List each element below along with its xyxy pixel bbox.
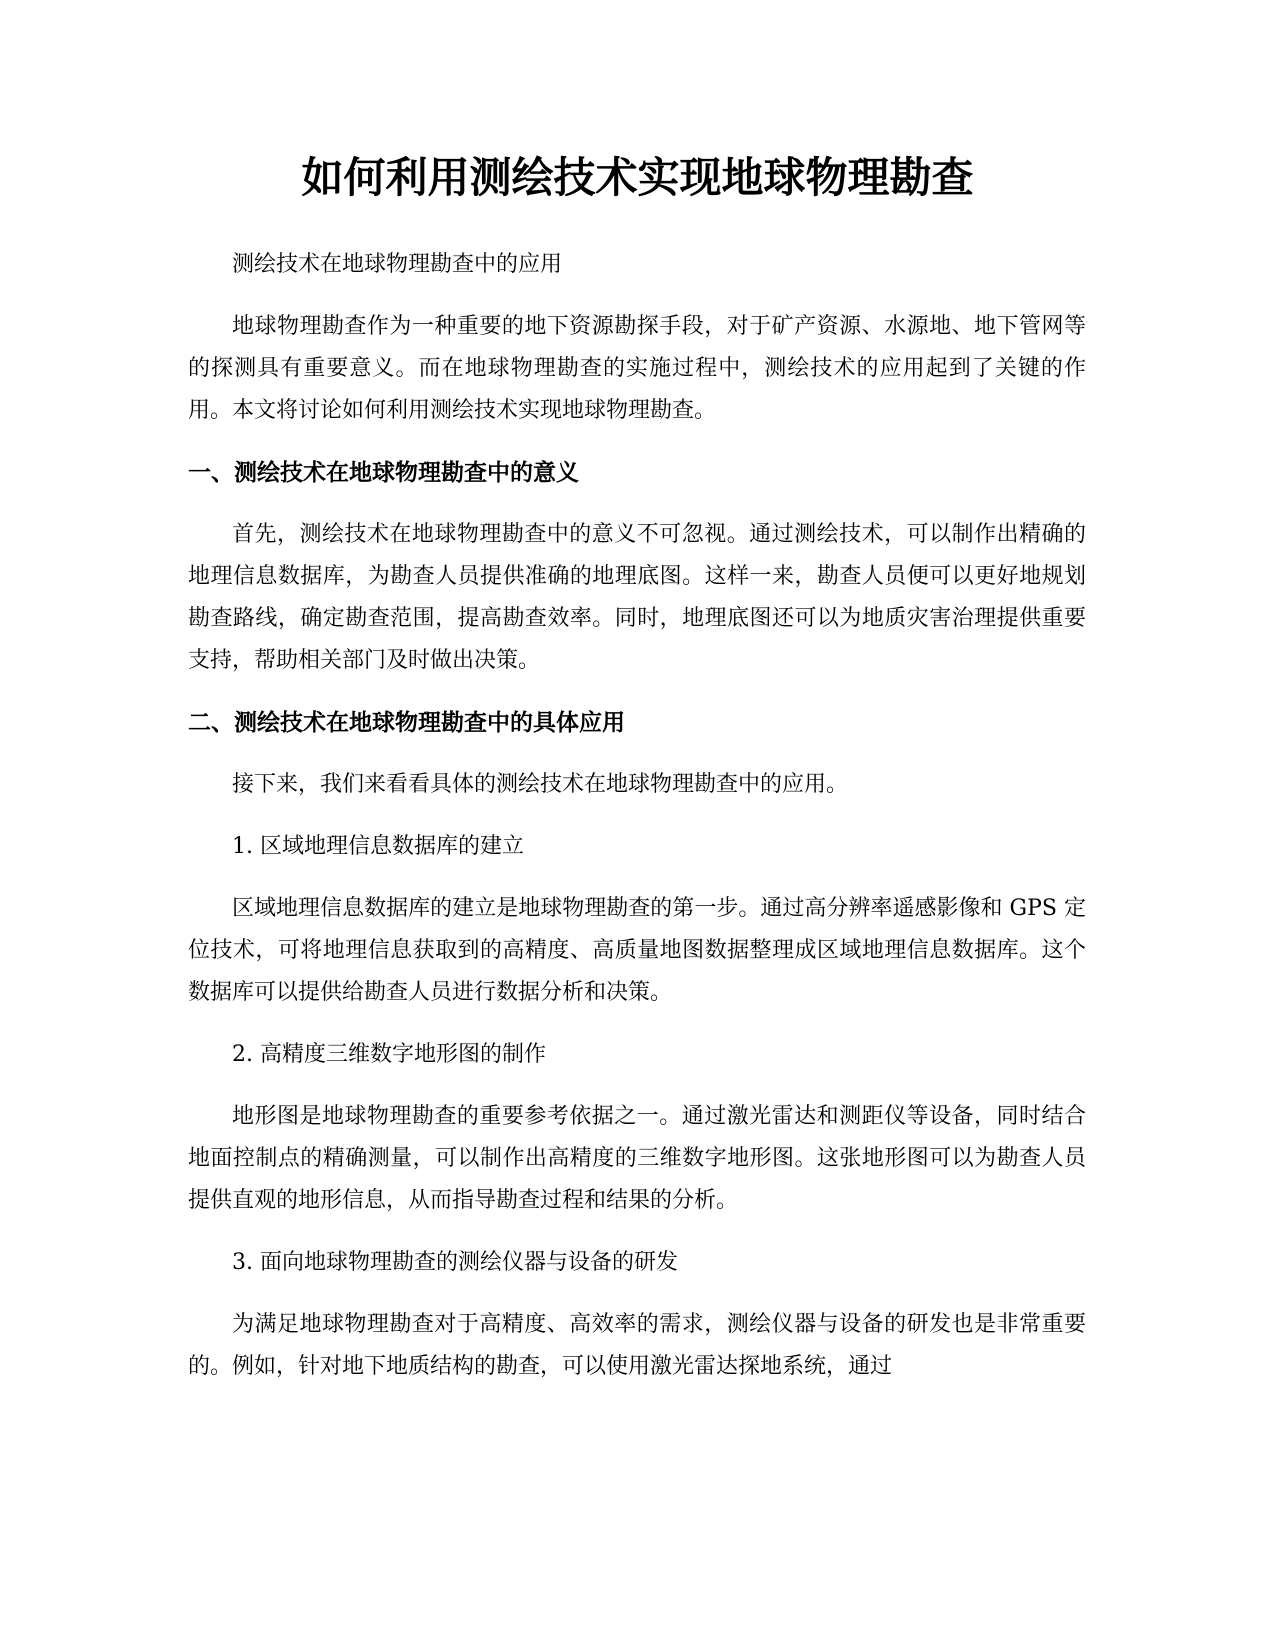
paragraph: 地球物理勘查作为一种重要的地下资源勘探手段，对于矿产资源、水源地、地下管网等的探测具有重要意义。而在地球物理勘查的实施过程中，测绘技术的应用起到了关键的作用。本文将讨论如何利用测绘技术实现地球物理勘查。 [188, 314, 1086, 423]
paragraph: 地形图是地球物理勘查的重要参考依据之一。通过激光雷达和测距仪等设备，同时结合地面控制点的精确测量，可以制作出高精度的三维数字地形图。这张地形图可以为勘查人员提供直观的地形信息，从而指导勘查过程和结果的分析。 [188, 1104, 1086, 1213]
paragraph: 首先，测绘技术在地球物理勘查中的意义不可忽视。通过测绘技术，可以制作出精确的地理信息数据库，为勘查人员提供准确的地理底图。这样一来，勘查人员便可以更好地规划勘查路线，确定勘查范围，提高勘查效率。同时，地理底图还可以为地质灾害治理提供重要支持，帮助相关部门及时做出决策。 [188, 522, 1086, 673]
list-item-heading: 2. 高精度三维数字地形图的制作 [232, 1042, 546, 1067]
list-item-heading: 3. 面向地球物理勘查的测绘仪器与设备的研发 [232, 1250, 678, 1275]
document-title: 如何利用测绘技术实现地球物理勘查 [301, 153, 974, 202]
paragraph: 接下来，我们来看看具体的测绘技术在地球物理勘查中的应用。 [232, 772, 849, 797]
paragraph: 区域地理信息数据库的建立是地球物理勘查的第一步。通过高分辨率遥感影像和 GPS 定位技术，可将地理信息获取到的高精度、高质量地图数据整理成区域地理信息数据库。这个数据库可以提供给勘查人员进行数据分析和决策。 [188, 896, 1086, 1005]
document-body [188, 244, 1086, 1408]
section-heading: 二、测绘技术在地球物理勘查中的具体应用 [188, 710, 625, 736]
paragraph: 为满足地球物理勘查对于高精度、高效率的需求，测绘仪器与设备的研发也是非常重要的。例如，针对地下地质结构的勘查，可以使用激光雷达探地系统，通过 [188, 1312, 1086, 1379]
section-heading: 一、测绘技术在地球物理勘查中的意义 [188, 460, 579, 486]
list-item-heading: 1. 区域地理信息数据库的建立 [232, 834, 524, 859]
paragraph: 测绘技术在地球物理勘查中的应用 [232, 252, 563, 277]
